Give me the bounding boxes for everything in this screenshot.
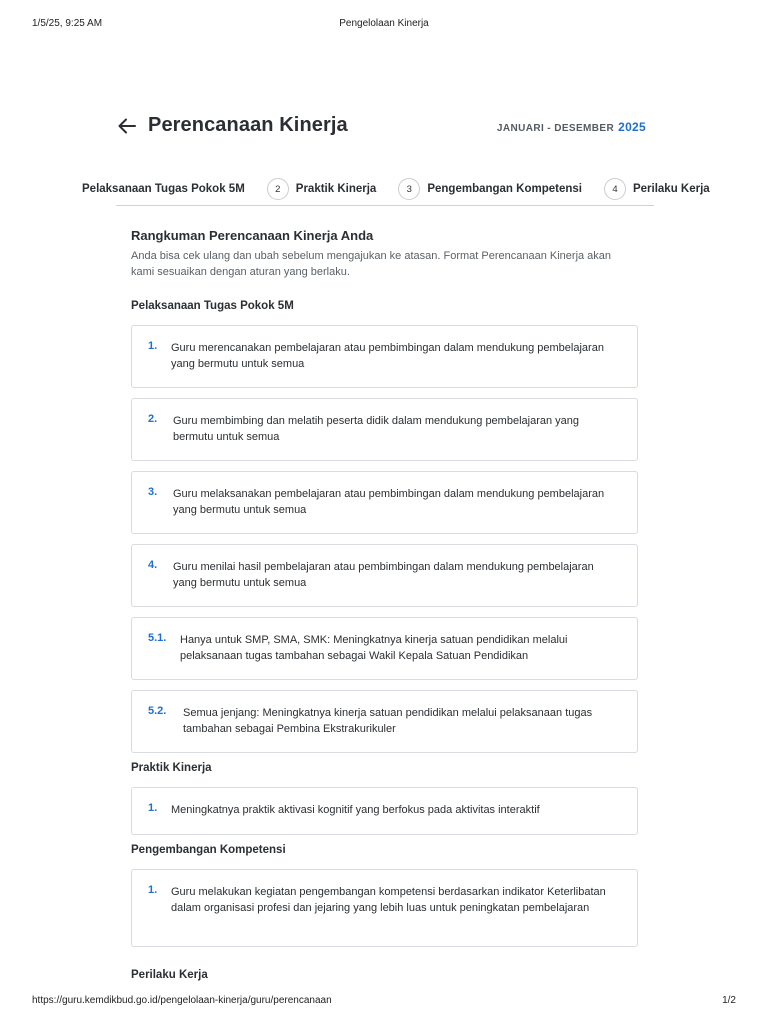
list-item[interactable] <box>131 325 638 388</box>
print-footer <box>32 995 736 1009</box>
step-4[interactable] <box>604 178 710 200</box>
list-item[interactable] <box>131 544 638 607</box>
list-item[interactable] <box>131 787 638 835</box>
item-text: Guru membimbing dan melatih peserta didik dalam mendukung pembelajaran yang bermutu untuk semua <box>173 415 580 443</box>
print-url: https://guru.kemdikbud.go.id/pengelolaan-kinerja/guru/perencanaan <box>32 995 332 1006</box>
step-number: 4 <box>604 178 626 200</box>
print-datetime: 1/5/25, 9:25 AM <box>32 18 103 29</box>
item-text: Guru merencanakan pembelajaran atau pembimbingan dalam mendukung pembelajaran yang bermutu untuk semua <box>171 342 604 370</box>
step-number: 3 <box>398 178 420 200</box>
item-text: Guru menilai hasil pembelajaran atau pembimbingan dalam mendukung pembelajaran yang bermutu untuk semua <box>173 561 594 589</box>
item-number: 1. <box>148 802 158 814</box>
title-bar <box>116 112 646 142</box>
item-text: Guru melaksanakan pembelajaran atau pembimbingan dalam mendukung pembelajaran yang bermutu untuk semua <box>173 488 605 516</box>
print-page-number: 1/2 <box>722 995 736 1006</box>
step-number: 2 <box>267 178 289 200</box>
period <box>497 120 646 134</box>
item-text: Guru melakukan kegiatan pengembangan kompetensi berdasarkan indikator Keterlibatan dalam organisasi profesi dan jejaring yang lebih luas untuk peningkatan pembelajaran <box>171 886 606 914</box>
summary <box>131 228 639 280</box>
item-number: 5.2. <box>148 705 167 717</box>
item-number: 1. <box>148 340 158 352</box>
list-item[interactable] <box>131 398 638 461</box>
print-title: Pengelolaan Kinerja <box>339 18 429 29</box>
item-number: 1. <box>148 884 158 896</box>
item-number: 2. <box>148 413 158 425</box>
item-number: 5.1. <box>148 632 167 644</box>
step-2[interactable] <box>267 178 377 200</box>
step-label: Pelaksanaan Tugas Pokok 5M <box>82 183 245 195</box>
step-1[interactable] <box>82 183 245 195</box>
step-label: Praktik Kinerja <box>295 183 377 195</box>
item-text: Semua jenjang: Meningkatnya kinerja satuan pendidikan melalui pelaksanaan tugas tambahan sebagai Pembina Ekstrakurikuler <box>183 707 593 735</box>
summary-title: Rangkuman Perencanaan Kinerja Anda <box>131 228 374 243</box>
item-text: Hanya untuk SMP, SMA, SMK: Meningkatnya kinerja satuan pendidikan melalui pelaksanaan tugas tambahan sebagai Wakil Kepala Satuan Pendidikan <box>180 634 568 662</box>
page-title: Perencanaan Kinerja <box>148 114 348 136</box>
list-item[interactable] <box>131 869 638 947</box>
item-number: 3. <box>148 486 158 498</box>
arrow-left-icon[interactable] <box>116 115 138 137</box>
step-label: Perilaku Kerja <box>632 183 710 195</box>
list-item[interactable] <box>131 471 638 534</box>
list-item[interactable] <box>131 617 638 680</box>
section-title: Pelaksanaan Tugas Pokok 5M <box>131 300 294 312</box>
stepper-track <box>82 177 732 201</box>
print-header <box>32 18 736 32</box>
period-year: 2025 <box>618 120 646 134</box>
item-text: Meningkatnya praktik aktivasi kognitif yang berfokus pada aktivitas interaktif <box>171 804 540 816</box>
section-title: Praktik Kinerja <box>131 762 212 774</box>
step-3[interactable] <box>398 178 582 200</box>
list-item[interactable] <box>131 690 638 753</box>
summary-description: Anda bisa cek ulang dan ubah sebelum mengajukan ke atasan. Format Perencanaan Kinerja akan kami sesuaikan dengan aturan yang berlaku. <box>131 250 612 278</box>
period-label: JANUARI - DESEMBER <box>496 123 615 134</box>
stepper <box>82 174 710 206</box>
section-title: Pengembangan Kompetensi <box>131 844 286 856</box>
item-number: 4. <box>148 559 158 571</box>
section-title: Perilaku Kerja <box>131 969 208 981</box>
step-label: Pengembangan Kompetensi <box>427 183 582 195</box>
